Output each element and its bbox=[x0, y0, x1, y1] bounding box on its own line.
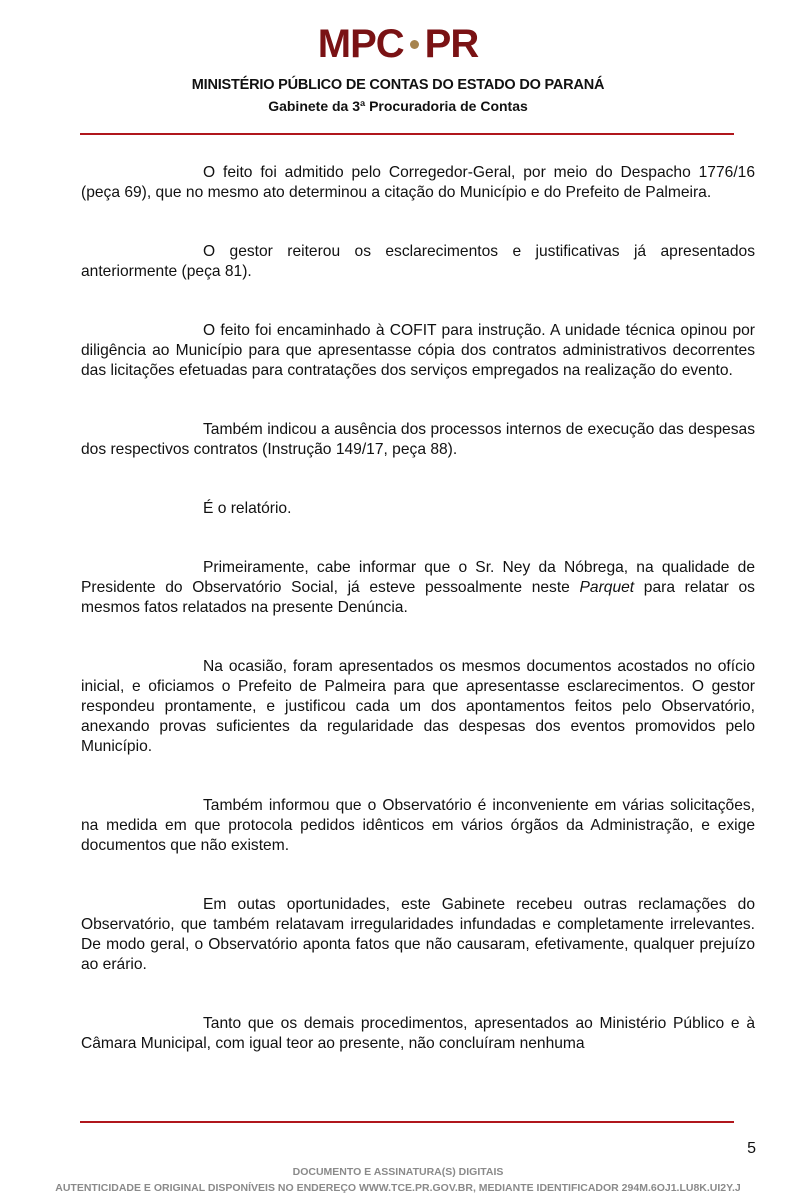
paragraph: Tanto que os demais procedimentos, apresentados ao Ministério Público e à Câmara Municipal, com igual teor ao presente, não concluíram nenhuma bbox=[81, 1015, 755, 1052]
logo-text-pr: PR bbox=[424, 22, 479, 66]
footer-authenticity-notice: AUTENTICIDADE E ORIGINAL DISPONÍVEIS NO ENDEREÇO WWW.TCE.PR.GOV.BR, MEDIANTE IDENTIFICADOR 294M.6OJ1.LU8K.UI2Y.J bbox=[55, 1182, 741, 1194]
paragraph: O feito foi admitido pelo Corregedor-Geral, por meio do Despacho 1776/16 (peça 69), que no mesmo ato determinou a citação do Município e do Prefeito de Palmeira. bbox=[81, 164, 755, 201]
paragraph-text: Primeiramente, cabe informar que o Sr. Ney da Nóbrega, na qualidade de Presidente do Observatório Social, já esteve pessoalmente neste bbox=[81, 559, 755, 596]
paragraph: É o relatório. bbox=[203, 500, 292, 517]
document-body bbox=[81, 163, 755, 1093]
paragraph: Em outas oportunidades, este Gabinete recebeu outras reclamações do Observatório, que também relatavam irregularidades infundadas e completamente irrelevantes. De modo geral, o Observatório aponta fatos que não causaram, efetivamente, qualquer prejuízo ao erário. bbox=[81, 896, 755, 973]
page-number: 5 bbox=[747, 1140, 756, 1157]
paragraph: Também informou que o Observatório é inconveniente em várias solicitações, na medida em que protocola pedidos idênticos em vários órgãos da Administração, e exige documentos que não existem. bbox=[81, 797, 755, 854]
paragraph: O gestor reiterou os esclarecimentos e justificativas já apresentados anteriormente (peça 81). bbox=[81, 243, 755, 280]
logo-dot-icon bbox=[410, 40, 419, 49]
paragraph bbox=[81, 558, 755, 618]
italic-term: Parquet bbox=[579, 579, 635, 596]
mpc-pr-logo bbox=[0, 22, 796, 66]
footer-divider bbox=[80, 1121, 734, 1123]
paragraph: Na ocasião, foram apresentados os mesmos documentos acostados no ofício inicial, e oficiamos o Prefeito de Palmeira para que apresentasse esclarecimentos. O gestor respondeu prontamente, e justificou cada um dos apontamentos feitos pelo Observatório, anexando provas suficientes da regularidade das despesas dos eventos promovidos pelo Município. bbox=[81, 658, 755, 755]
header-divider bbox=[80, 133, 734, 135]
department-name: Gabinete da 3ª Procuradoria de Contas bbox=[268, 98, 528, 114]
paragraph-text: para relatar os mesmos fatos relatados na presente Denúncia. bbox=[81, 579, 755, 616]
paragraph: O feito foi encaminhado à COFIT para instrução. A unidade técnica opinou por diligência ao Município para que apresentasse cópia dos contratos administrativos decorrentes das licitações efetuadas para contratações dos serviços empregados na realização do evento. bbox=[81, 322, 755, 379]
paragraph: Também indicou a ausência dos processos internos de execução das despesas dos respectivos contratos (Instrução 149/17, peça 88). bbox=[81, 421, 755, 458]
organization-name: MINISTÉRIO PÚBLICO DE CONTAS DO ESTADO DO PARANÁ bbox=[191, 77, 605, 93]
footer-digital-signature-notice: DOCUMENTO E ASSINATURA(S) DIGITAIS bbox=[292, 1166, 504, 1178]
logo-text-mpc: MPC bbox=[317, 22, 404, 66]
